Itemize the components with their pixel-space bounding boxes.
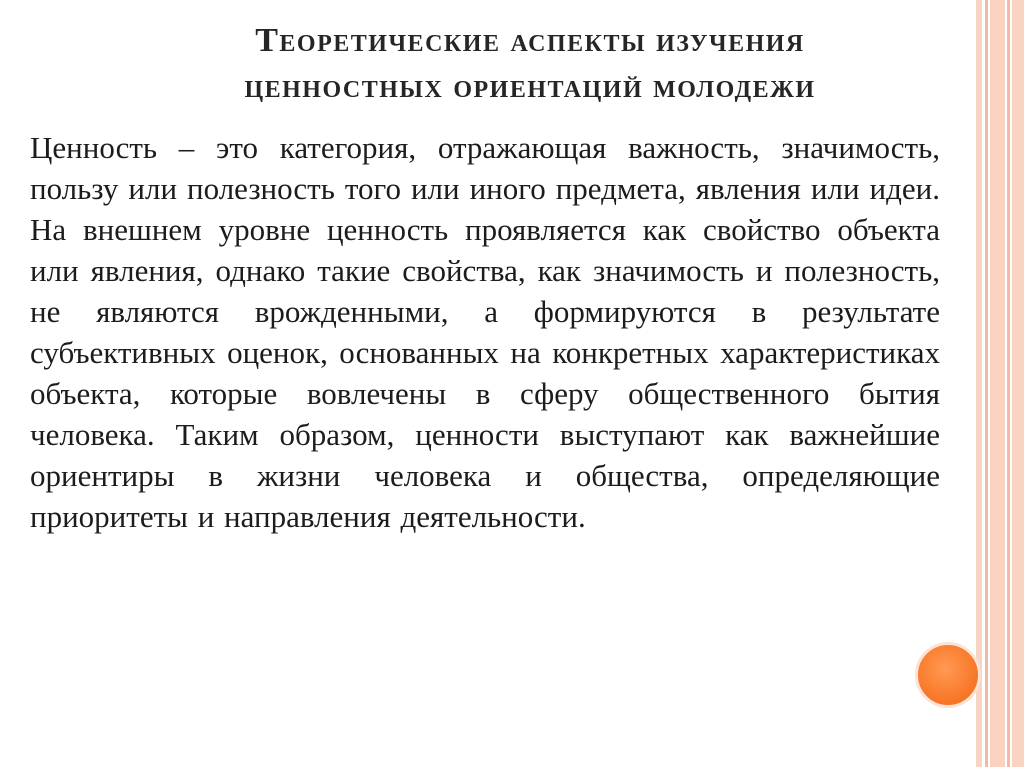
slide-title-line-2: ценностных ориентаций молодежи bbox=[244, 68, 816, 105]
stripe bbox=[1012, 0, 1024, 767]
slide-title bbox=[120, 18, 940, 110]
decorative-stripes bbox=[976, 0, 1024, 767]
stripe bbox=[976, 0, 982, 767]
slide-body-text: Ценность – это категория, отражающая важность, значимость, пользу или полезность того или иного предмета, явления или идеи. На внешнем уровне ценность проявляется как свойство объекта или явления, однако такие свойства, как значимость и полезность, не являются врожденными, а формируются в результате субъективных оценок, основанных на конкретных характеристиках объекта, которые вовлечены в сферу общественного бытия человека. Таким образом, ценности выступают как важнейшие ориентиры в жизни человека и общества, определяющие приоритеты и направления деятельности. bbox=[30, 130, 940, 534]
stripe bbox=[990, 0, 1005, 767]
slide-title-line-1: Теоретические аспекты изучения bbox=[255, 22, 805, 59]
stripe bbox=[985, 0, 988, 767]
stripe bbox=[1007, 0, 1010, 767]
decorative-circle bbox=[915, 642, 981, 708]
